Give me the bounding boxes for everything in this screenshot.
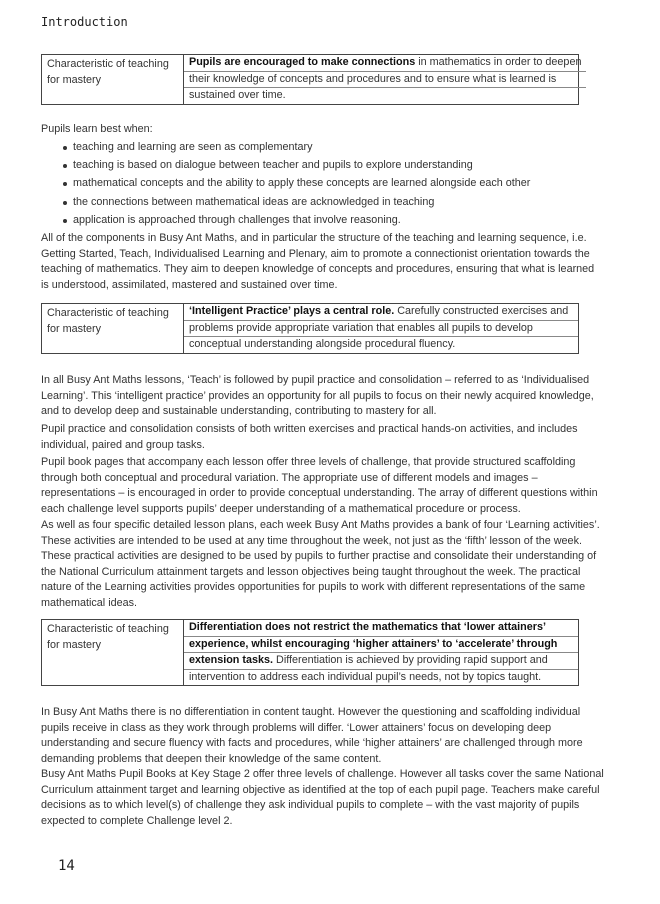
box-line: intervention to address each individual pupil’s needs, not by topics taught.	[189, 670, 542, 683]
paragraph-learning-activities: As well as four specific detailed lesson plans, each week Busy Ant Maths provides a bank of four ‘Learning activities’. These activities are intended to be used at any time throughout the week, not just as the ‘fifth’ lesson of the week. These practical activities are designed to be used by pupils to further practise and consolidate their understanding of the National Curriculum attainment targets and lesson objectives being taught throughout the week. The practical nature of the Learning activities provides opportunities for pupils to work with different representations of the same mathematical ideas.	[41, 519, 600, 609]
paragraph-pupil-books: Busy Ant Maths Pupil Books at Key Stage 2 offer three levels of challenge. However all tasks cover the same National Curriculum attainment target and learning objective as identified at the top of each pupil page. Teachers make careful decisions as to which level(s) of challenge they ask individual pupils to complete – with the vast majority of pupils expected to complete Challenge level 2.	[41, 768, 604, 827]
box-line: conceptual understanding alongside procedural fluency.	[189, 338, 456, 351]
paragraph-pupil-book: Pupil book pages that accompany each lesson offer three levels of challenge, that provide structured scaffolding through both conceptual and procedural variation. The appropriate use of different models and images – representations – is encouraged in order to provide conceptual understanding. The array of different questions within each challenge level supports pupils’ deeper understanding of a mathematical procedure or process.	[41, 456, 598, 515]
box-line: their knowledge of concepts and procedures and to ensure what is learned is	[184, 72, 586, 89]
box-label: Characteristic of teaching for mastery	[42, 304, 184, 353]
box-label: Characteristic of teaching for mastery	[42, 55, 184, 104]
box-line: Pupils are encouraged to make connections in mathematics in order to deepen	[184, 55, 586, 72]
paragraph-differentiation: In Busy Ant Maths there is no differentiation in content taught. However the questioning and scaffolding individual pupils receive in class as they work through problems will differ. ‘Lower attainers’ focus on developing deep understanding and secure fluency with facts and procedures, while ‘higher attainers’ are challenged through more demanding problems that deepen their knowledge of the same content.	[41, 706, 583, 765]
box-content	[184, 55, 586, 104]
mastery-box-intelligent-practice	[41, 303, 579, 354]
paragraph-teach: In all Busy Ant Maths lessons, ‘Teach’ is followed by pupil practice and consolidation – referred to as ‘Individualised Learning’. This ‘intelligent practice’ provides an opportunity for all pupils to focus on their newly acquired knowledge, and to develop deep and sustainable understanding, contributing to mastery for all.	[41, 374, 594, 418]
box-line: sustained over time.	[189, 89, 286, 102]
paragraph-components: All of the components in Busy Ant Maths, and in particular the structure of the teaching and learning sequence, i.e. Getting Started, Teach, Individualised Learning and Plenary, aim to promote a connectionist orientation towards the teaching of mathematics. They aim to deepen knowledge of concepts and procedures, ensuring that what is learned is understood, assimilated, mastered and sustained over time.	[41, 232, 595, 291]
list-item: application is approached through challenges that involve reasoning.	[41, 211, 530, 229]
box-content	[184, 620, 578, 685]
list-item: mathematical concepts and the ability to apply these concepts are learned alongside each other	[41, 174, 530, 192]
bullet-list	[41, 138, 530, 229]
paragraph-practice: Pupil practice and consolidation consists of both written exercises and practical hands-on activities, and includes individual, paired and group tasks.	[41, 423, 578, 451]
list-item: the connections between mathematical ideas are acknowledged in teaching	[41, 193, 530, 211]
mastery-box-connections	[41, 54, 582, 105]
running-head: Introduction	[41, 15, 128, 29]
box-content	[184, 304, 578, 353]
box-line: experience, whilst encouraging ‘higher attainers’ to ‘accelerate’ through	[184, 637, 578, 654]
box-line: problems provide appropriate variation that enables all pupils to develop	[184, 321, 578, 338]
intro-text: Pupils learn best when:	[41, 123, 153, 135]
box-line: Differentiation does not restrict the mathematics that ‘lower attainers’	[184, 620, 578, 637]
mastery-box-differentiation	[41, 619, 579, 686]
box-line: extension tasks. Differentiation is achieved by providing rapid support and	[184, 653, 578, 670]
page-number: 14	[58, 858, 75, 874]
list-item: teaching is based on dialogue between teacher and pupils to explore understanding	[41, 156, 530, 174]
box-line: ‘Intelligent Practice’ plays a central role. Carefully constructed exercises and	[184, 304, 578, 321]
box-label: Characteristic of teaching for mastery	[42, 620, 184, 685]
list-item: teaching and learning are seen as complementary	[41, 138, 530, 156]
